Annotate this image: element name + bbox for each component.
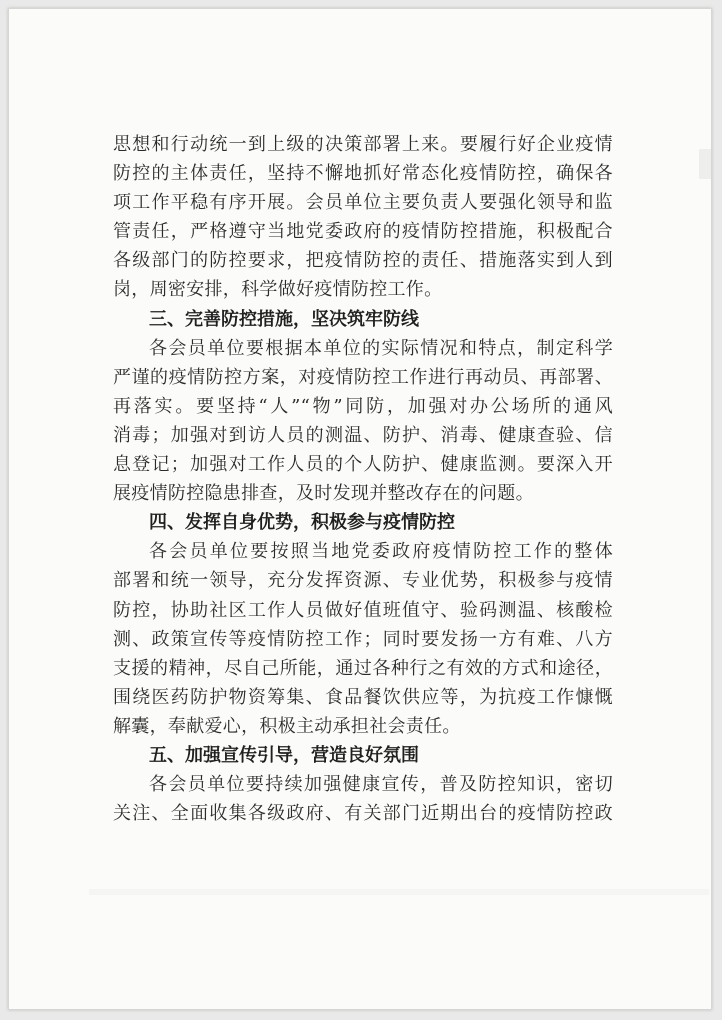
document-body xyxy=(113,130,613,828)
paragraph-line: 思想和行动统一到上级的决策部署上来。要履行好企业疫情 xyxy=(113,134,613,155)
section-heading: 四、发挥自身优势，积极参与疫情防控 xyxy=(149,512,455,534)
paragraph-line: 测、政策宣传等疫情防控工作；同时要发扬一方有难、八方 xyxy=(113,628,613,650)
paragraph-line: 严谨的疫情防控方案，对疫情防控工作进行再动员、再部署、 xyxy=(113,366,613,388)
paragraph-line: 部署和统一领导，充分发挥资源、专业优势，积极参与疫情 xyxy=(113,570,613,592)
paragraph-line: 围绕医药防护物资筹集、食品餐饮供应等，为抗疫工作慷慨 xyxy=(113,686,613,708)
paragraph-line: 各会员单位要根据本单位的实际情况和特点，制定科学 xyxy=(149,337,613,359)
paragraph-line: 管责任，严格遵守当地党委政府的疫情防控措施，积极配合 xyxy=(113,221,613,243)
paragraph-line: 关注、全面收集各级政府、有关部门近期出台的疫情防控政 xyxy=(113,803,613,825)
paragraph-line: 防控，协助社区工作人员做好值班值守、验码测温、核酸检 xyxy=(113,599,613,621)
paragraph-line: 项工作平稳有序开展。会员单位主要负责人要强化领导和监 xyxy=(113,192,613,214)
paragraph-line: 防控的主体责任，坚持不懈地抓好常态化疫情防控，确保各 xyxy=(113,163,613,185)
scan-bleed-line xyxy=(89,889,709,895)
paragraph-line: 展疫情防控隐患排查，及时发现并整改存在的问题。 xyxy=(113,483,534,505)
paragraph-line: 再落实。要坚持“人”“物”同防，加强对办公场所的通风 xyxy=(113,395,613,417)
paragraph-line: 支援的精神，尽自己所能，通过各种行之有效的方式和途径， xyxy=(113,657,613,679)
document-page xyxy=(8,8,712,1010)
paragraph-line: 消毒；加强对到访人员的测温、防护、消毒、健康查验、信 xyxy=(113,424,613,446)
paragraph-line: 各级部门的防控要求，把疫情防控的责任、措施落实到人到 xyxy=(113,250,613,272)
paragraph-line: 解囊，奉献爱心，积极主动承担社会责任。 xyxy=(113,715,461,737)
paragraph-line: 各会员单位要持续加强健康宣传，普及防控知识，密切 xyxy=(149,774,613,796)
section-heading: 三、完善防控措施，坚决筑牢防线 xyxy=(149,308,419,330)
paragraph-line: 息登记；加强对工作人员的个人防护、健康监测。要深入开 xyxy=(113,454,613,476)
paragraph-line: 岗，周密安排，科学做好疫情防控工作。 xyxy=(113,279,443,301)
section-heading: 五、加强宣传引导，营造良好氛围 xyxy=(149,744,419,766)
paragraph-line: 各会员单位要按照当地党委政府疫情防控工作的整体 xyxy=(149,541,613,563)
scan-shadow xyxy=(699,149,712,179)
